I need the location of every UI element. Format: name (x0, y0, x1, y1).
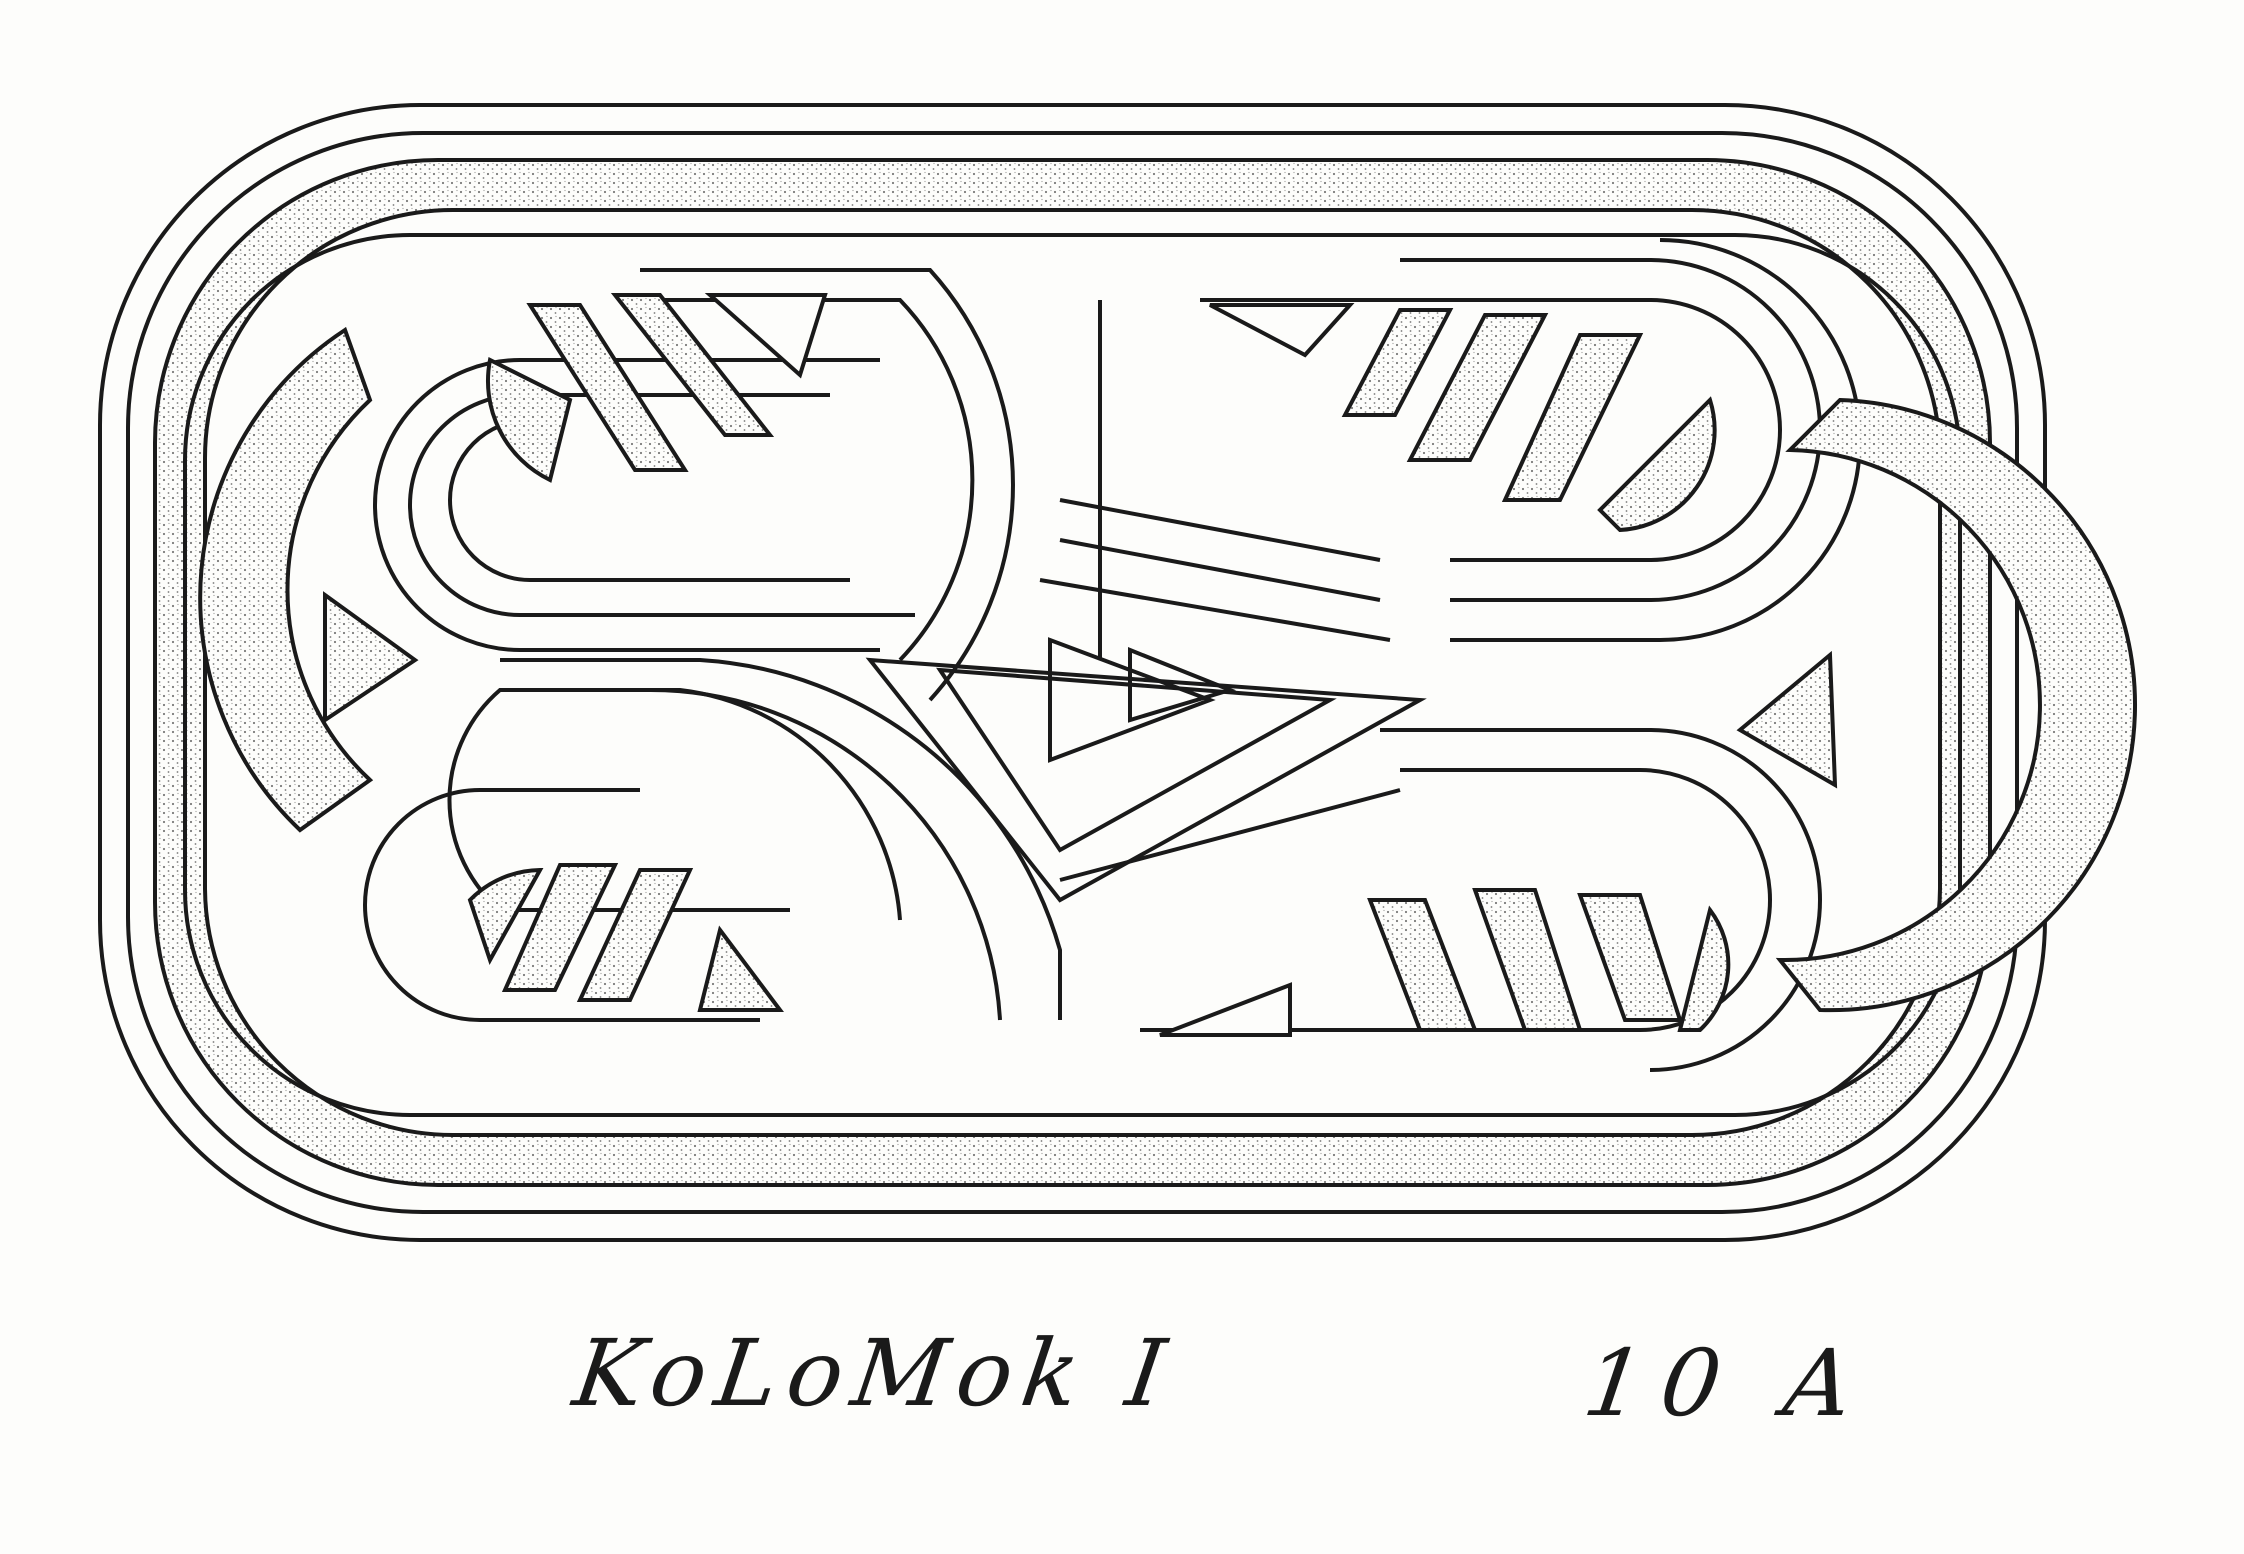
scroll-arc-outer-2 (640, 270, 1013, 700)
lower-right-bars (1160, 890, 1728, 1035)
lower-left-bars (470, 865, 780, 1010)
upper-left-scroll (375, 270, 1013, 700)
upper-right-scroll (1200, 240, 1860, 640)
left-stippled-crescent (200, 330, 370, 830)
stippled-bar-5 (1505, 335, 1640, 500)
stippled-bar-10 (1580, 895, 1680, 1020)
triangle-1 (710, 295, 825, 375)
plate-number-caption: 10 A (1577, 1330, 1878, 1437)
stippled-ring (155, 160, 1990, 1185)
triangle-2 (1210, 305, 1350, 355)
upper-right-bars (1210, 305, 1715, 530)
scroll-arc-2 (650, 690, 1000, 1020)
triangle-3 (1160, 985, 1290, 1035)
upper-left-bars (488, 295, 825, 480)
stippled-half-oval-2 (1600, 400, 1715, 530)
stippled-half-oval-4 (1680, 910, 1728, 1030)
stippled-triangle (700, 930, 780, 1010)
left-stippled-triangle (325, 595, 415, 720)
center-diagonal-3 (1040, 580, 1390, 640)
stippled-bar-9 (1475, 890, 1580, 1030)
stippled-half-oval (488, 360, 570, 480)
center-triangles (870, 300, 1420, 900)
stippled-bar-8 (1370, 900, 1475, 1030)
site-name-caption: KoLoMok I (567, 1320, 1182, 1427)
stippled-bar-3 (1345, 310, 1450, 415)
stippled-band (155, 160, 1990, 1185)
